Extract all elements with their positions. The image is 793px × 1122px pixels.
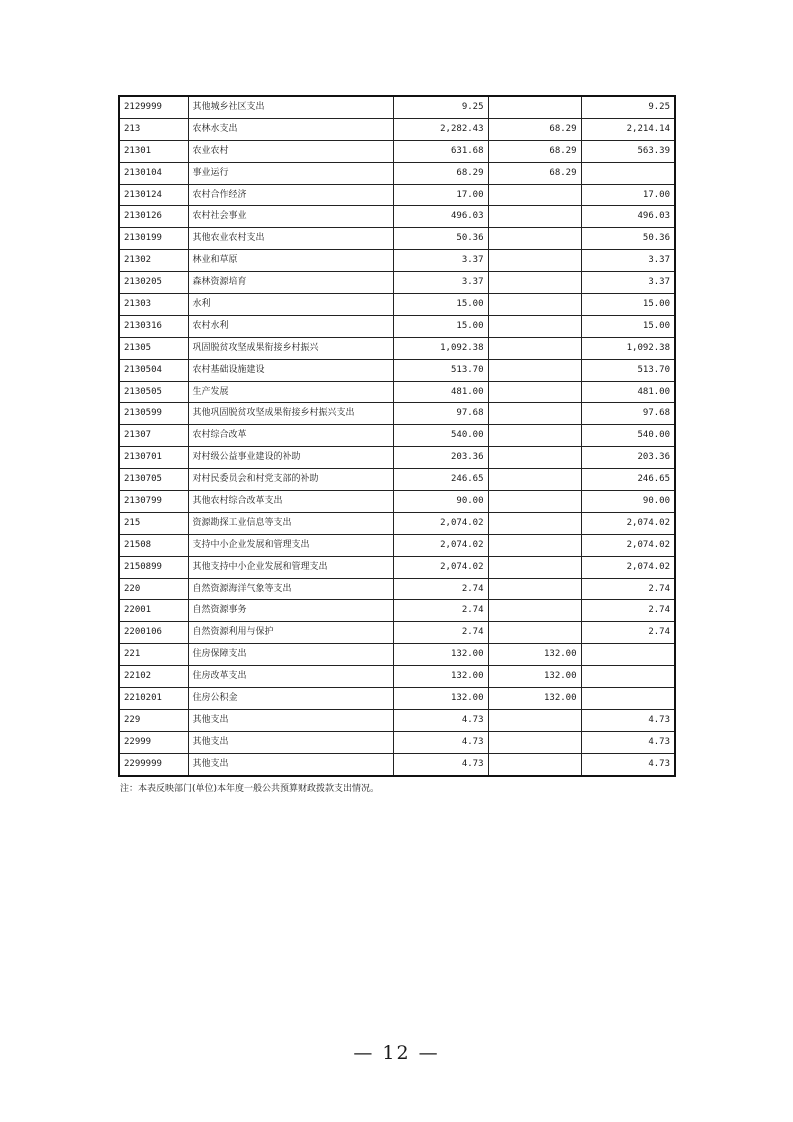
- project-expenditure-cell: 15.00: [581, 294, 675, 316]
- subject-name-cell: 农村综合改革: [188, 425, 393, 447]
- subject-name-cell: 自然资源事务: [188, 600, 393, 622]
- code-cell: 2299999: [119, 753, 188, 775]
- table-row: [119, 206, 675, 228]
- subject-name-cell: 农村基础设施建设: [188, 359, 393, 381]
- table-note: 注：本表反映部门(单位)本年度一般公共预算财政拨款支出情况。: [120, 784, 380, 794]
- subject-name-cell: 林业和草原: [188, 250, 393, 272]
- subject-name-cell: 生产发展: [188, 381, 393, 403]
- code-cell: 22102: [119, 666, 188, 688]
- basic-expenditure-cell: [488, 250, 581, 272]
- table-row: [119, 600, 675, 622]
- subject-name-cell: 其他支出: [188, 709, 393, 731]
- total-cell: 540.00: [393, 425, 488, 447]
- project-expenditure-cell: 9.25: [581, 96, 675, 118]
- project-expenditure-cell: 15.00: [581, 315, 675, 337]
- total-cell: 496.03: [393, 206, 488, 228]
- table-row: [119, 622, 675, 644]
- project-expenditure-cell: 2.74: [581, 600, 675, 622]
- project-expenditure-cell: 17.00: [581, 184, 675, 206]
- code-cell: 220: [119, 578, 188, 600]
- basic-expenditure-cell: [488, 381, 581, 403]
- total-cell: 203.36: [393, 447, 488, 469]
- subject-name-cell: 自然资源利用与保护: [188, 622, 393, 644]
- subject-name-cell: 其他农业农村支出: [188, 228, 393, 250]
- subject-name-cell: 其他支出: [188, 753, 393, 775]
- project-expenditure-cell: 4.73: [581, 731, 675, 753]
- basic-expenditure-cell: [488, 294, 581, 316]
- code-cell: 2130199: [119, 228, 188, 250]
- total-cell: 2,074.02: [393, 534, 488, 556]
- subject-name-cell: 住房公积金: [188, 688, 393, 710]
- total-cell: 132.00: [393, 666, 488, 688]
- total-cell: 2,282.43: [393, 118, 488, 140]
- total-cell: 2.74: [393, 622, 488, 644]
- basic-expenditure-cell: [488, 709, 581, 731]
- basic-expenditure-cell: 132.00: [488, 666, 581, 688]
- subject-name-cell: 其他支持中小企业发展和管理支出: [188, 556, 393, 578]
- table-row: [119, 162, 675, 184]
- code-cell: 2200106: [119, 622, 188, 644]
- total-cell: 631.68: [393, 140, 488, 162]
- total-cell: 513.70: [393, 359, 488, 381]
- project-expenditure-cell: 50.36: [581, 228, 675, 250]
- basic-expenditure-cell: 68.29: [488, 118, 581, 140]
- project-expenditure-cell: 203.36: [581, 447, 675, 469]
- subject-name-cell: 农业农村: [188, 140, 393, 162]
- project-expenditure-cell: 4.73: [581, 753, 675, 775]
- code-cell: 2130705: [119, 469, 188, 491]
- basic-expenditure-cell: [488, 491, 581, 513]
- subject-name-cell: 森林资源培育: [188, 272, 393, 294]
- basic-expenditure-cell: [488, 447, 581, 469]
- table-row: [119, 512, 675, 534]
- total-cell: 90.00: [393, 491, 488, 513]
- total-cell: 1,092.38: [393, 337, 488, 359]
- subject-name-cell: 资源勘探工业信息等支出: [188, 512, 393, 534]
- code-cell: 21305: [119, 337, 188, 359]
- basic-expenditure-cell: [488, 337, 581, 359]
- table-row: [119, 315, 675, 337]
- table-row: [119, 469, 675, 491]
- page-number: — 12 —: [353, 1042, 440, 1064]
- table-row: [119, 447, 675, 469]
- project-expenditure-cell: 2.74: [581, 622, 675, 644]
- code-cell: 2130205: [119, 272, 188, 294]
- table-row: [119, 644, 675, 666]
- basic-expenditure-cell: 132.00: [488, 688, 581, 710]
- project-expenditure-cell: 563.39: [581, 140, 675, 162]
- project-expenditure-cell: 481.00: [581, 381, 675, 403]
- code-cell: 2130504: [119, 359, 188, 381]
- subject-name-cell: 支持中小企业发展和管理支出: [188, 534, 393, 556]
- table-row: [119, 688, 675, 710]
- code-cell: 2130799: [119, 491, 188, 513]
- subject-name-cell: 其他农村综合改革支出: [188, 491, 393, 513]
- project-expenditure-cell: [581, 688, 675, 710]
- table-row: [119, 731, 675, 753]
- subject-name-cell: 农村水利: [188, 315, 393, 337]
- code-cell: 2130505: [119, 381, 188, 403]
- project-expenditure-cell: 246.65: [581, 469, 675, 491]
- code-cell: 22999: [119, 731, 188, 753]
- project-expenditure-cell: 1,092.38: [581, 337, 675, 359]
- table-row: [119, 96, 675, 118]
- project-expenditure-cell: 4.73: [581, 709, 675, 731]
- basic-expenditure-cell: 68.29: [488, 162, 581, 184]
- total-cell: 2.74: [393, 578, 488, 600]
- project-expenditure-cell: 2,074.02: [581, 512, 675, 534]
- total-cell: 2,074.02: [393, 556, 488, 578]
- code-cell: 2210201: [119, 688, 188, 710]
- table-row: [119, 184, 675, 206]
- project-expenditure-cell: 2,074.02: [581, 556, 675, 578]
- basic-expenditure-cell: [488, 272, 581, 294]
- basic-expenditure-cell: 68.29: [488, 140, 581, 162]
- table-row: [119, 556, 675, 578]
- total-cell: 2,074.02: [393, 512, 488, 534]
- subject-name-cell: 对村级公益事业建设的补助: [188, 447, 393, 469]
- project-expenditure-cell: 2.74: [581, 578, 675, 600]
- subject-name-cell: 其他支出: [188, 731, 393, 753]
- code-cell: 2130124: [119, 184, 188, 206]
- code-cell: 2130126: [119, 206, 188, 228]
- total-cell: 4.73: [393, 709, 488, 731]
- basic-expenditure-cell: [488, 469, 581, 491]
- subject-name-cell: 其他城乡社区支出: [188, 96, 393, 118]
- table-row: [119, 294, 675, 316]
- basic-expenditure-cell: [488, 96, 581, 118]
- total-cell: 97.68: [393, 403, 488, 425]
- project-expenditure-cell: 90.00: [581, 491, 675, 513]
- subject-name-cell: 农村合作经济: [188, 184, 393, 206]
- project-expenditure-cell: 2,214.14: [581, 118, 675, 140]
- basic-expenditure-cell: [488, 228, 581, 250]
- code-cell: 2130701: [119, 447, 188, 469]
- table-row: [119, 666, 675, 688]
- subject-name-cell: 住房改革支出: [188, 666, 393, 688]
- basic-expenditure-cell: [488, 184, 581, 206]
- subject-name-cell: 水利: [188, 294, 393, 316]
- project-expenditure-cell: 97.68: [581, 403, 675, 425]
- total-cell: 68.29: [393, 162, 488, 184]
- table-row: [119, 491, 675, 513]
- basic-expenditure-cell: [488, 206, 581, 228]
- total-cell: 15.00: [393, 294, 488, 316]
- project-expenditure-cell: 513.70: [581, 359, 675, 381]
- table-row: [119, 359, 675, 381]
- total-cell: 481.00: [393, 381, 488, 403]
- subject-name-cell: 巩固脱贫攻坚成果衔接乡村振兴: [188, 337, 393, 359]
- code-cell: 229: [119, 709, 188, 731]
- table-row: [119, 228, 675, 250]
- expenditure-table: [118, 95, 676, 777]
- table-row: [119, 140, 675, 162]
- code-cell: 215: [119, 512, 188, 534]
- table-row: [119, 753, 675, 775]
- project-expenditure-cell: 540.00: [581, 425, 675, 447]
- total-cell: 50.36: [393, 228, 488, 250]
- project-expenditure-cell: 3.37: [581, 272, 675, 294]
- subject-name-cell: 农村社会事业: [188, 206, 393, 228]
- table-row: [119, 534, 675, 556]
- total-cell: 4.73: [393, 753, 488, 775]
- subject-name-cell: 住房保障支出: [188, 644, 393, 666]
- project-expenditure-cell: 496.03: [581, 206, 675, 228]
- subject-name-cell: 对村民委员会和村党支部的补助: [188, 469, 393, 491]
- table-row: [119, 337, 675, 359]
- basic-expenditure-cell: [488, 600, 581, 622]
- basic-expenditure-cell: [488, 622, 581, 644]
- total-cell: 132.00: [393, 688, 488, 710]
- code-cell: 21508: [119, 534, 188, 556]
- project-expenditure-cell: [581, 162, 675, 184]
- table-row: [119, 578, 675, 600]
- basic-expenditure-cell: [488, 534, 581, 556]
- total-cell: 246.65: [393, 469, 488, 491]
- subject-name-cell: 事业运行: [188, 162, 393, 184]
- table-row: [119, 709, 675, 731]
- code-cell: 22001: [119, 600, 188, 622]
- basic-expenditure-cell: 132.00: [488, 644, 581, 666]
- basic-expenditure-cell: [488, 403, 581, 425]
- code-cell: 2130599: [119, 403, 188, 425]
- total-cell: 15.00: [393, 315, 488, 337]
- subject-name-cell: 其他巩固脱贫攻坚成果衔接乡村振兴支出: [188, 403, 393, 425]
- total-cell: 3.37: [393, 272, 488, 294]
- basic-expenditure-cell: [488, 359, 581, 381]
- code-cell: 2129999: [119, 96, 188, 118]
- table-row: [119, 403, 675, 425]
- basic-expenditure-cell: [488, 731, 581, 753]
- code-cell: 2130316: [119, 315, 188, 337]
- code-cell: 213: [119, 118, 188, 140]
- total-cell: 9.25: [393, 96, 488, 118]
- basic-expenditure-cell: [488, 556, 581, 578]
- basic-expenditure-cell: [488, 315, 581, 337]
- total-cell: 4.73: [393, 731, 488, 753]
- basic-expenditure-cell: [488, 753, 581, 775]
- code-cell: 2130104: [119, 162, 188, 184]
- subject-name-cell: 自然资源海洋气象等支出: [188, 578, 393, 600]
- basic-expenditure-cell: [488, 425, 581, 447]
- table-row: [119, 425, 675, 447]
- project-expenditure-cell: [581, 666, 675, 688]
- project-expenditure-cell: [581, 644, 675, 666]
- code-cell: 21301: [119, 140, 188, 162]
- total-cell: 3.37: [393, 250, 488, 272]
- code-cell: 221: [119, 644, 188, 666]
- table-row: [119, 381, 675, 403]
- total-cell: 2.74: [393, 600, 488, 622]
- basic-expenditure-cell: [488, 578, 581, 600]
- project-expenditure-cell: 3.37: [581, 250, 675, 272]
- total-cell: 17.00: [393, 184, 488, 206]
- basic-expenditure-cell: [488, 512, 581, 534]
- code-cell: 2150899: [119, 556, 188, 578]
- table-body: [119, 96, 675, 776]
- code-cell: 21303: [119, 294, 188, 316]
- table-row: [119, 250, 675, 272]
- code-cell: 21302: [119, 250, 188, 272]
- subject-name-cell: 农林水支出: [188, 118, 393, 140]
- code-cell: 21307: [119, 425, 188, 447]
- total-cell: 132.00: [393, 644, 488, 666]
- project-expenditure-cell: 2,074.02: [581, 534, 675, 556]
- table-row: [119, 118, 675, 140]
- table-row: [119, 272, 675, 294]
